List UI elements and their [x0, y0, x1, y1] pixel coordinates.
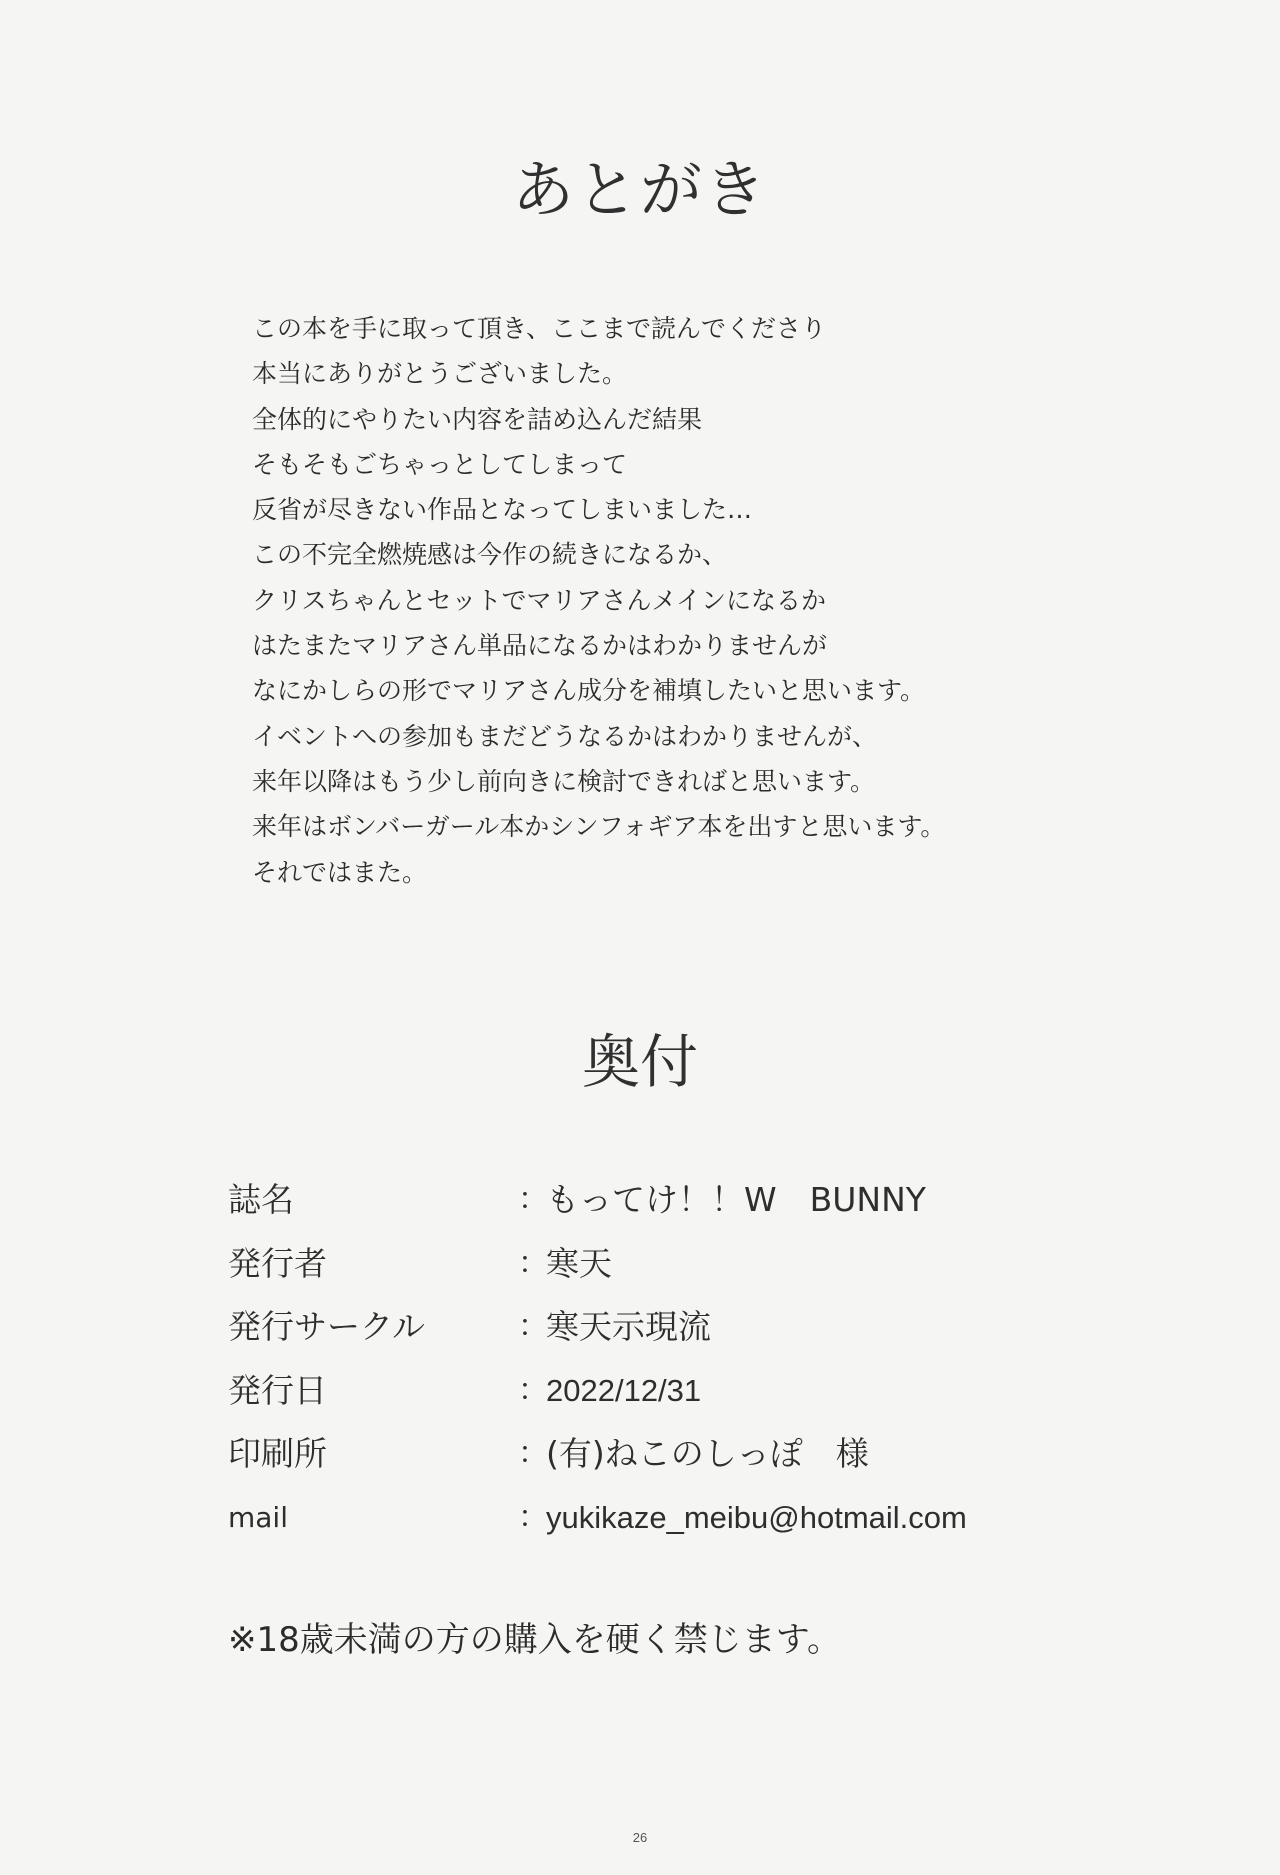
colophon-row-printer	[228, 1422, 1088, 1486]
colophon-row-mail	[228, 1486, 1088, 1550]
afterword-line: 反省が尽きない作品となってしまいました…	[252, 495, 753, 525]
colophon-value: 寒天示現流	[546, 1307, 711, 1346]
afterword-line: 来年はボンバーガール本かシンフォギア本を出すと思います。	[252, 812, 946, 842]
afterword-line: この不完全燃焼感は今作の続きになるか、	[252, 540, 728, 570]
colophon-label: 発行日	[228, 1370, 327, 1410]
afterword-line: そもそもごちゃっとしてしまって	[252, 449, 628, 479]
colophon-separator: ：	[518, 1245, 548, 1281]
colophon-value: 2022/12/31	[546, 1372, 702, 1408]
afterword-line: クリスちゃんとセットでマリアさんメインになるか	[252, 585, 827, 615]
colophon-row-date	[228, 1359, 1088, 1423]
afterword-line: 本当にありがとうございました。	[252, 359, 628, 389]
afterword-line: それではまた。	[252, 857, 428, 887]
afterword-title: あとがき	[511, 153, 768, 226]
colophon-separator: ：	[518, 1372, 548, 1408]
colophon-separator: ：	[518, 1182, 548, 1217]
afterword-line: 全体的にやりたい内容を詰め込んだ結果	[252, 404, 703, 434]
afterword-line: はたまたマリアさん単品になるかはわかりませんが	[252, 631, 828, 661]
colophon-label: 発行者	[228, 1243, 327, 1283]
colophon-separator: ：	[518, 1499, 548, 1535]
afterword-line: 来年以降はもう少し前向きに検討できればと思います。	[252, 766, 876, 796]
age-restriction-notice: ※18歳未満の方の購入を硬く禁じます。	[228, 1620, 842, 1660]
page-number: 26	[632, 1830, 648, 1845]
colophon-value: (有)ねこのしっぽ 様	[546, 1434, 869, 1473]
colophon-value: 寒天	[546, 1243, 612, 1283]
colophon-row-circle	[228, 1295, 1088, 1359]
colophon-table	[228, 1168, 1088, 1549]
colophon-label: mail	[228, 1500, 288, 1534]
colophon-label: 発行サークル	[228, 1307, 426, 1346]
colophon-separator: ：	[518, 1309, 548, 1344]
afterword-body	[252, 306, 1052, 895]
colophon-row-title	[228, 1168, 1088, 1232]
colophon-value: もってけ！！W BUNNY	[546, 1180, 926, 1219]
afterword-line: この本を手に取って頂き、ここまで読んでくださり	[252, 314, 827, 343]
colophon-separator: ：	[518, 1436, 548, 1471]
afterword-line: なにかしらの形でマリアさん成分を補填したいと思います。	[252, 676, 926, 706]
afterword-line: イベントへの参加もまだどうなるかはわかりませんが、	[252, 721, 878, 751]
colophon-row-publisher	[228, 1232, 1088, 1296]
colophon-label: 誌名	[228, 1180, 294, 1219]
colophon-title: 奥付	[581, 1028, 698, 1096]
colophon-label: 印刷所	[228, 1434, 327, 1473]
colophon-value: yukikaze_meibu@hotmail.com	[546, 1499, 967, 1535]
